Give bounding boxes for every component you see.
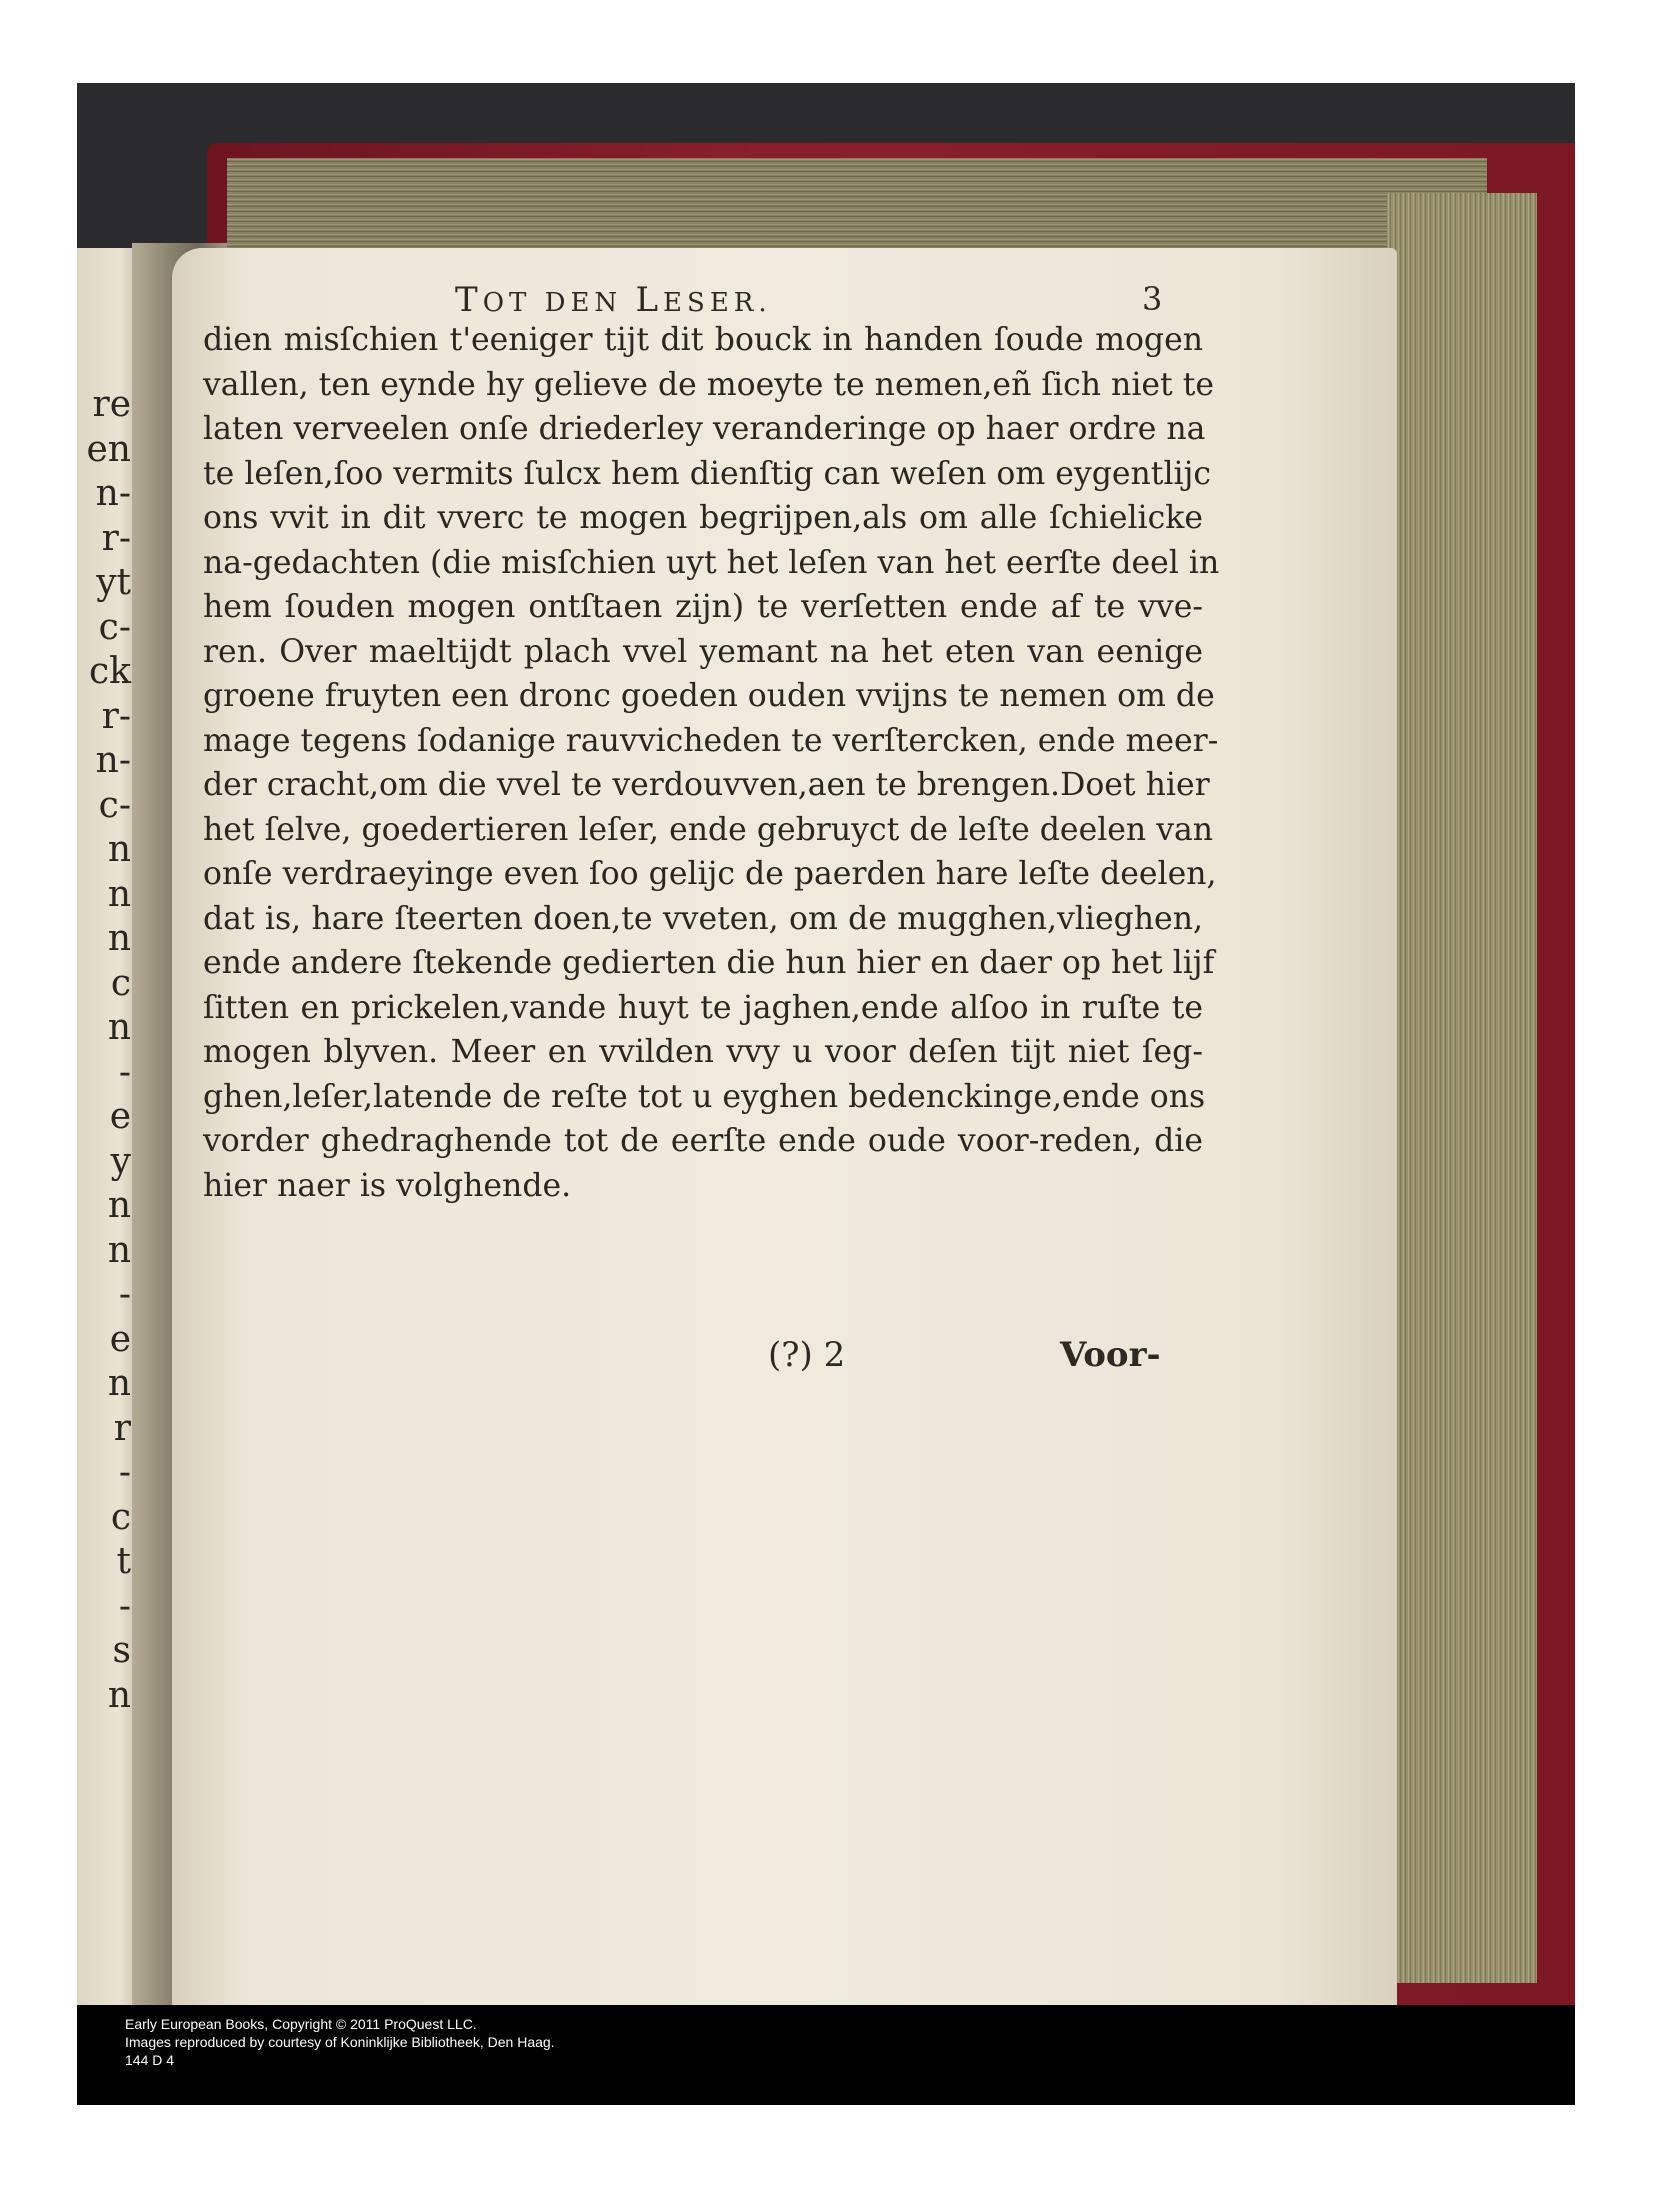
left-page-fragment: - — [118, 1452, 131, 1493]
catchword: Voor- — [1060, 1335, 1161, 1375]
top-page-edges — [227, 158, 1487, 253]
body-line: ghen,leſer,latende de reſte tot u eyghen bedenckinge,ende ons — [203, 1078, 1206, 1115]
body-line: dien misſchien t'eeniger tijt dit bouck in handen ſoude mogen — [203, 322, 1203, 358]
body-line: hier naer is volghende. — [203, 1167, 572, 1204]
left-page-fragment: e — [109, 1096, 131, 1137]
footer-copyright: Early European Books, Copyright © 2011 ProQuest LLC. — [125, 2016, 477, 2032]
left-page-fragment: c — [110, 962, 131, 1004]
copyright-footer — [77, 2005, 1575, 2105]
body-line: ren. Over maeltijdt plach vvel yemant na het eten van eenige — [203, 633, 1203, 670]
left-page-fragment: e — [109, 1318, 131, 1360]
left-page-fragment: re — [92, 384, 131, 425]
signature-mark: (?) 2 — [768, 1335, 846, 1375]
running-head-smallcaps-2: ESER. — [663, 288, 772, 318]
running-head-initial: T — [455, 280, 483, 320]
left-page-fragment: n — [107, 1185, 131, 1226]
running-head-smallcaps: OT DEN — [482, 288, 636, 318]
left-page-fragment: t — [116, 1541, 131, 1582]
left-page-fragment: - — [118, 1274, 131, 1315]
left-page-fragment: r- — [101, 517, 131, 559]
body-line: vallen, ten eynde hy gelieve de moeyte te nemen,eñ ſich niet te — [203, 366, 1215, 403]
left-page-fragment: n- — [95, 473, 131, 514]
body-line: laten verveelen onſe driederley veranderinge op haer ordre na — [203, 411, 1206, 447]
body-line: vorder ghedraghende tot de eerſte ende oude voor-reden, die — [203, 1123, 1203, 1159]
left-page-fragment: y — [110, 1140, 131, 1182]
footer-shelfmark: 144 D 4 — [125, 2052, 175, 2068]
left-page-fragment: n — [107, 1363, 131, 1404]
body-line: hem ſouden mogen ontſtaen zijn) te verſetten ende af te vve- — [203, 589, 1203, 625]
page-number: 3 — [1142, 280, 1163, 318]
body-line: ons vvit in dit vverc te mogen begrijpen,als om alle ſchielicke — [203, 500, 1203, 536]
body-text — [203, 318, 1220, 1208]
left-page-fragment: c- — [98, 606, 131, 648]
left-page-fragment: - — [118, 1585, 131, 1627]
left-page-fragment: yt — [96, 562, 131, 603]
running-head-initial-2: L — [635, 280, 664, 320]
left-page-fragment: s — [112, 1630, 131, 1671]
fore-edge — [1387, 193, 1537, 1983]
body-line: mage tegens ſodanige rauvvicheden te verſtercken, ende meer- — [203, 722, 1219, 759]
left-page-fragment: n — [107, 829, 131, 870]
left-page-fragment: n — [107, 1007, 131, 1048]
left-page-fragment: r — [113, 1407, 131, 1449]
left-page-fragment: n — [107, 1229, 131, 1271]
body-line: ſitten en prickelen,vande huyt te jaghen,ende alſoo in ruſte te — [203, 989, 1203, 1026]
body-line: mogen blyven. Meer en vvilden vvy u voor deſen tijt niet ſeg- — [203, 1034, 1203, 1070]
left-page-fragment: - — [118, 1051, 131, 1093]
left-page-fragment: r- — [101, 695, 131, 737]
body-line: ende andere ſtekende gedierten die hun hier en daer op het lijf — [203, 945, 1215, 981]
footer-courtesy: Images reproduced by courtesy of Koninklijke Bibliotheek, Den Haag. — [125, 2034, 555, 2050]
body-line: het ſelve, goedertieren leſer, ende gebruyct de leſte deelen van — [203, 811, 1214, 848]
left-page-fragment: c- — [98, 784, 131, 826]
body-line: onſe verdraeyinge even ſoo gelijc de paerden hare leſte deelen, — [203, 856, 1217, 892]
left-page-text-fragments — [77, 383, 137, 1718]
body-line: der cracht,om die vvel te verdouvven,aen te brengen.Doet hier — [203, 767, 1210, 803]
left-page-fragment: n — [107, 1674, 131, 1716]
left-page-fragment: n- — [95, 740, 131, 781]
body-line: groene fruyten een dronc goeden ouden vvijns te nemen om de — [203, 678, 1215, 714]
left-page-fragment: n — [107, 873, 131, 915]
body-line: dat is, hare ſteerten doen,te vveten, om de mugghen,vlieghen, — [203, 900, 1203, 937]
left-page-fragment: n — [107, 918, 131, 959]
left-page-fragment: c — [110, 1496, 131, 1538]
running-head — [455, 280, 772, 320]
body-line: na-gedachten (die misſchien uyt het leſen van het eerſte deel in — [203, 544, 1220, 581]
left-page-fragment: en — [86, 428, 131, 470]
left-page-fragment: ck — [89, 651, 131, 692]
body-line: te leſen,ſoo vermits ſulcx hem dienſtig can weſen om eygentlijc — [203, 455, 1212, 492]
